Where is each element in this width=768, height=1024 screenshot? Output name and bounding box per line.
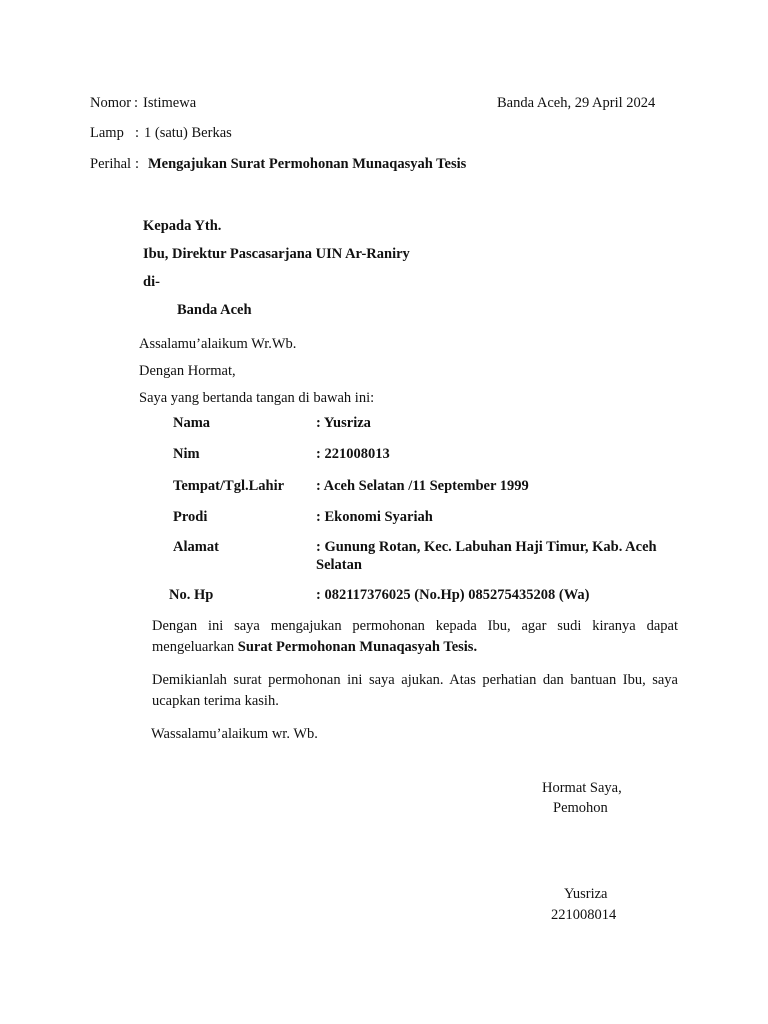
signature-role: Pemohon (553, 800, 608, 816)
nomor-value: Istimewa (143, 95, 197, 111)
nomor-separator: : (134, 95, 139, 111)
identity-label: Nama (173, 415, 211, 431)
signature-regards: Hormat Saya, (542, 780, 622, 796)
signature-name: Yusriza (564, 886, 608, 902)
identity-label: Alamat (173, 539, 219, 555)
perihal-separator: : (135, 156, 140, 172)
identity-value: : Yusriza (316, 415, 371, 431)
perihal-label: Perihal (90, 156, 132, 172)
perihal-value: Mengajukan Surat Permohonan Munaqasyah Tesis (148, 156, 467, 172)
identity-label: No. Hp (169, 587, 214, 603)
recipient-line-3: di- (143, 274, 160, 290)
lamp-separator: : (135, 125, 140, 141)
identity-label: Prodi (173, 509, 208, 525)
body-paragraph-1-bold: Surat Permohonan Munaqasyah Tesis. (237, 639, 478, 655)
opening-greeting: Dengan Hormat, (139, 363, 236, 379)
lamp-label: Lamp (90, 125, 124, 141)
body-paragraph-1-text: Dengan ini saya mengajukan permohonan kepada Ibu, agar sudi kiranya dapat mengeluarkan (152, 618, 678, 655)
place-date: Banda Aceh, 29 April 2024 (497, 95, 656, 111)
identity-value: : 221008013 (316, 446, 390, 462)
recipient-line-1: Kepada Yth. (143, 218, 222, 234)
identity-value: : Ekonomi Syariah (316, 509, 433, 525)
closing-salam: Wassalamu’alaikum wr. Wb. (151, 726, 318, 742)
identity-label: Tempat/Tgl.Lahir (173, 478, 285, 494)
identity-value: : Gunung Rotan, Kec. Labuhan Haji Timur, Kab. Aceh Selatan (316, 539, 657, 573)
identity-label: Nim (173, 446, 200, 462)
signature-nim: 221008014 (551, 907, 617, 923)
identity-value: : 082117376025 (No.Hp) 085275435208 (Wa) (316, 587, 590, 603)
nomor-label: Nomor (90, 95, 132, 111)
body-paragraph-2: Demikianlah surat permohonan ini saya ajukan. Atas perhatian dan bantuan Ibu, saya ucapkan terima kasih. (152, 672, 678, 709)
identity-value: : Aceh Selatan /11 September 1999 (316, 478, 529, 494)
opening-intro: Saya yang bertanda tangan di bawah ini: (139, 390, 375, 406)
lamp-value: 1 (satu) Berkas (144, 125, 232, 141)
body-paragraph-1 (152, 616, 678, 658)
opening-salam: Assalamu’alaikum Wr.Wb. (139, 336, 297, 352)
recipient-line-2: Ibu, Direktur Pascasarjana UIN Ar-Raniry (143, 246, 410, 262)
recipient-city: Banda Aceh (177, 302, 252, 318)
